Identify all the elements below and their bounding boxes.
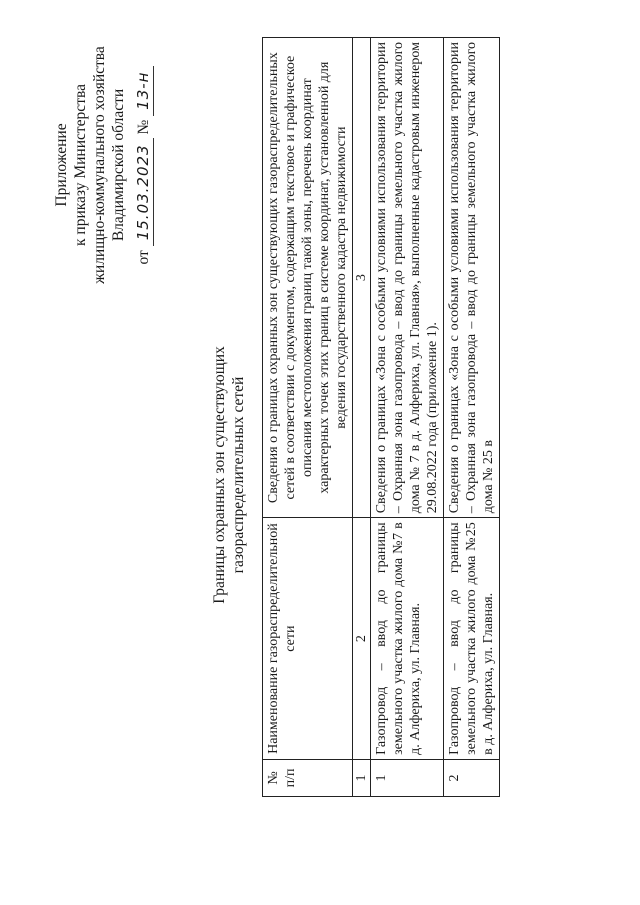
column-number: 3: [353, 38, 371, 518]
order-date: 15.03.2023: [134, 138, 154, 246]
number-label: №: [135, 119, 152, 135]
title-line-1: Границы охранных зон существующих: [211, 346, 228, 604]
row-number: 2: [444, 759, 500, 796]
from-label: от: [135, 250, 152, 265]
header-number: № п/п: [263, 759, 353, 796]
table-header-row: [263, 38, 353, 797]
network-name-cell: Газопровод – ввод до границы земельного участка жилого дома №25 в д. Алфериха, ул. Главная.: [444, 518, 500, 760]
order-date-line: [134, 15, 154, 315]
table-row: [444, 38, 500, 797]
zone-info-cell: Сведения о границах «Зона с особыми условиями использования территории – Охранная зона газопровода – ввод до границы земельного участка жилого дома № 7 в д. Алфериха, ул. Главная», выполненные кадастровым инженером 29.08.2022 года (приложение 1).: [371, 38, 444, 518]
zone-info-cell: Сведения о границах «Зона с особыми условиями использования территории – Охранная зона газопровода – ввод до границы земельного участка жилого дома № 25 в: [444, 38, 500, 518]
column-number-row: [353, 38, 371, 797]
appendix-ministry: жилищно-коммунального хозяйства: [91, 46, 108, 284]
header-zone-info: Сведения о границах охранных зон существующих газораспределительных сетей в соответствии с документом, содержащим текстовое и графическое описания местоположения границ такой зоны, перечень координат характерных точек этих границ в системе координат, установленной для ведения государственного кадастра недвижимости: [263, 38, 353, 518]
order-number: 13-н: [134, 66, 154, 116]
network-name-cell: Газопровод – ввод до границы земельного участка жилого дома №7 в д. Алфериха, ул. Главная.: [371, 518, 444, 760]
column-number: 1: [353, 759, 371, 796]
title-line-2: газораспределительных сетей: [230, 376, 247, 574]
column-number: 2: [353, 518, 371, 760]
zones-table: [262, 37, 500, 797]
appendix-region: Владимирской области: [110, 88, 127, 242]
document-title: [210, 305, 248, 645]
table-row: [371, 38, 444, 797]
appendix-order-ref: к приказу Министерства: [72, 84, 89, 246]
appendix-block: [52, 15, 154, 315]
appendix-heading: Приложение: [53, 123, 70, 207]
header-network-name: Наименование газораспределительной сети: [263, 518, 353, 760]
row-number: 1: [371, 759, 444, 796]
